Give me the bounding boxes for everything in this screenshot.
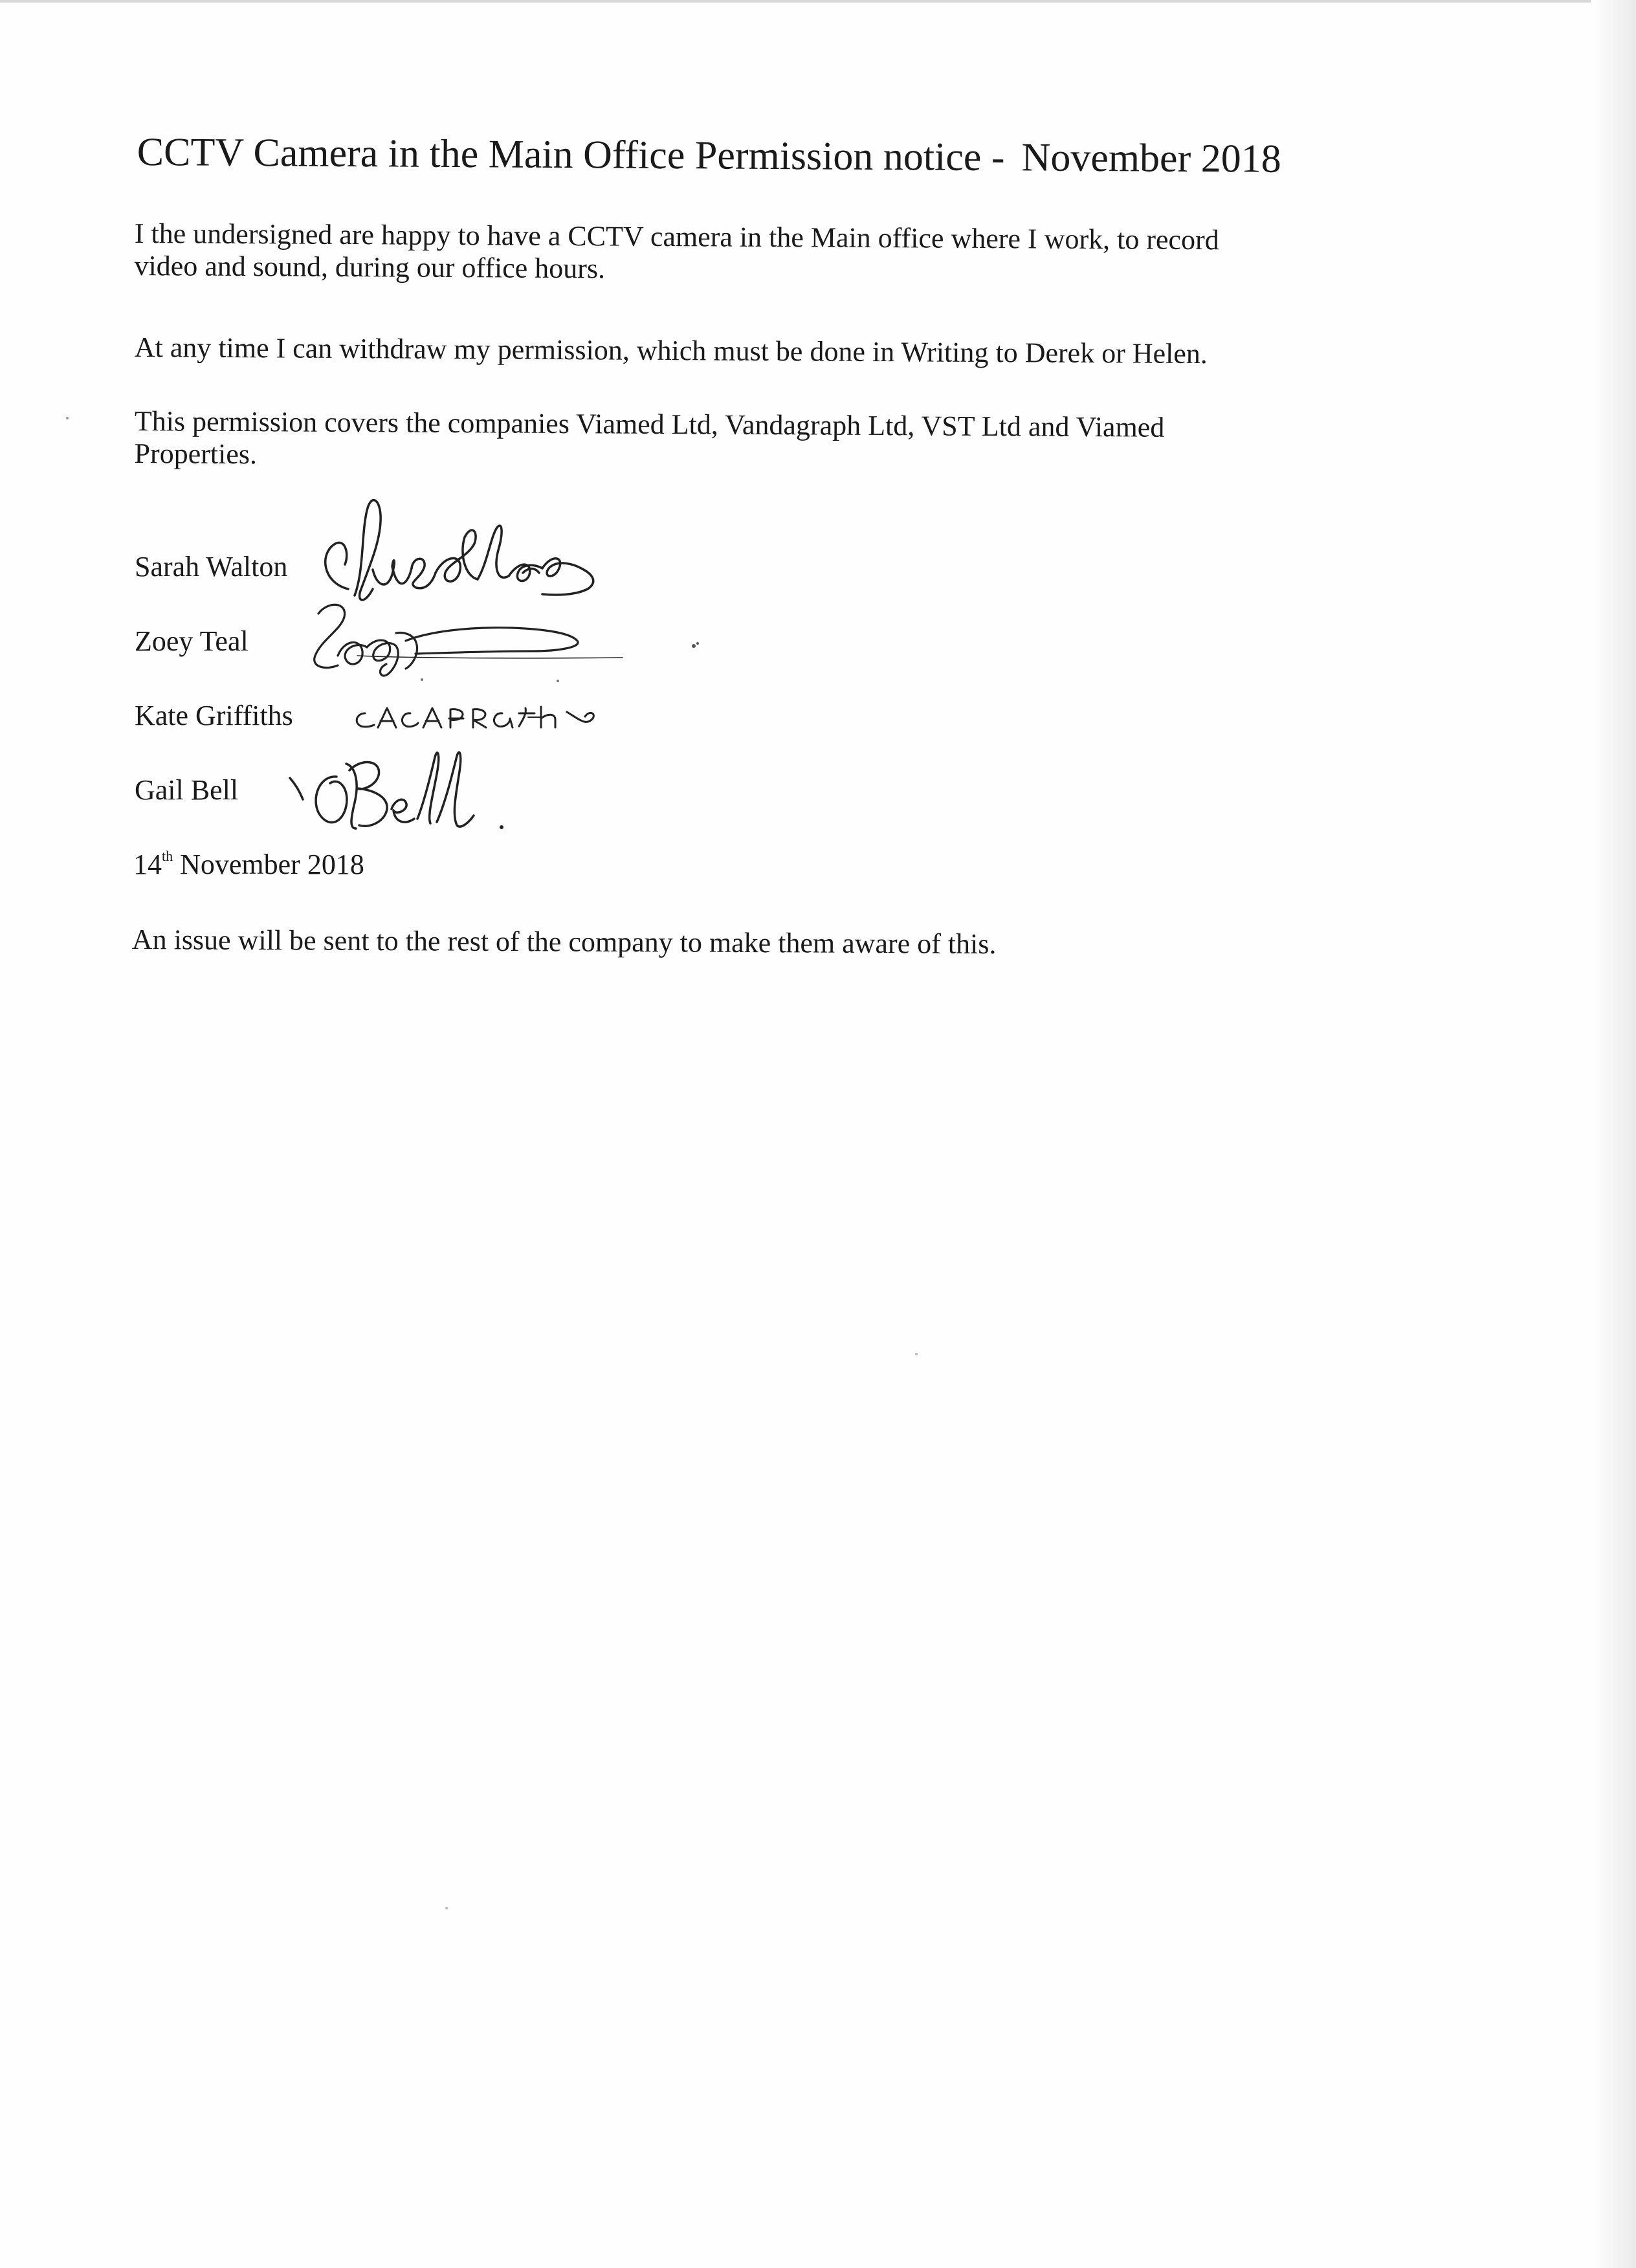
consent-line-2: video and sound, during our office hours.	[134, 249, 606, 285]
signatory-name: Gail Bell	[135, 774, 239, 806]
date-suffix: th	[162, 848, 173, 864]
signatory-row	[135, 773, 238, 806]
signatory-row	[135, 699, 293, 732]
date-day: 14	[133, 849, 162, 880]
consent-line-1: I the undersigned are happy to have a CCTV camera in the Main office where I work, to record	[134, 217, 1219, 256]
signatory-row	[135, 550, 287, 583]
withdrawal-paragraph: At any time I can withdraw my permission, which must be done in Writing to Derek or Helen.	[134, 331, 1208, 370]
signatory-name: Kate Griffiths	[135, 700, 293, 731]
coverage-line-1: This permission covers the companies Viamed Ltd, Vandagraph Ltd, VST Ltd and Viamed	[134, 405, 1165, 443]
signed-date	[133, 848, 364, 881]
closing-note: An issue will be sent to the rest of the company to make them aware of this.	[131, 924, 997, 960]
signature-zoey-teal	[299, 594, 636, 685]
signatory-name: Zoey Teal	[135, 625, 249, 657]
date-month-year: November 2018	[173, 849, 364, 880]
title-text: CCTV Camera in the Main Office Permission notice -	[137, 129, 1005, 180]
signature-gail-bell	[285, 731, 518, 841]
consent-paragraph	[134, 217, 1219, 289]
coverage-paragraph	[134, 405, 1164, 476]
signatory-row	[135, 625, 249, 658]
scan-top-edge	[0, 0, 1636, 3]
document-title	[137, 129, 1281, 183]
coverage-line-2: Properties.	[134, 437, 258, 471]
signatory-name: Sarah Walton	[135, 551, 288, 583]
title-date: November 2018	[1021, 135, 1281, 181]
scan-right-edge	[1591, 0, 1636, 2268]
